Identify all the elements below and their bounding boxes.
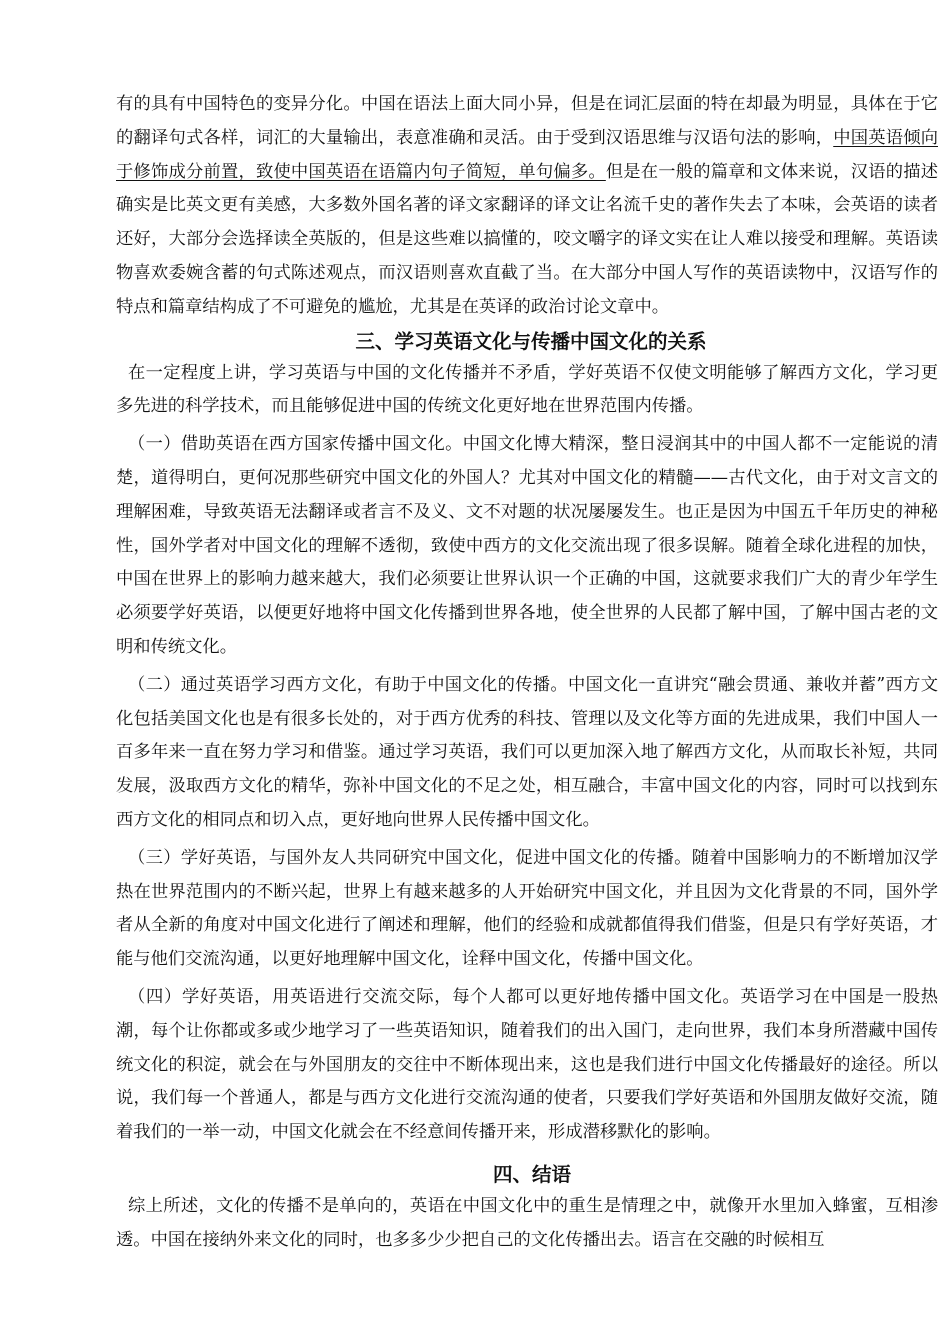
section-4-lead-paragraph: 综上所述，文化的传播不是单向的，英语在中国文化中的重生是情理之中，就像开水里加入蜂蜜，互相渗透。中国在接纳外来文化的同时，也多多少少把自己的文化传播出去。语言在交融的时候相互 (116, 1195, 938, 1250)
document-page (116, 88, 938, 1258)
intro-text-2: 但是在一般的篇章和文体来说，汉语的描述确实是比英文更有美感，大多数外国名著的译文家翻译的译文让名流千史的著作失去了本味，会英语的读者还好，大部分会选择读全英版的，但是这些难以搞懂的，咬文嚼字的译文实在让人难以接受和理解。英语读物喜欢委婉含蓄的句式陈述观点，而汉语则喜欢直截了当。在大部分中国人写作的英语读物中，汉语写作的特点和篇章结构成了不可避免的尴尬，尤其是在英译的政治讨论文章中。 (116, 161, 938, 317)
section-3-item-4: （四）学好英语，用英语进行交流交际，每个人都可以更好地传播中国文化。英语学习在中国是一股热潮，每个让你都或多或少地学习了一些英语知识，随着我们的出入国门，走向世界，我们本身所潜藏中国传统文化的积淀，就会在与外国朋友的交往中不断体现出来，这也是我们进行中国文化传播最好的途径。所以说，我们每一个普通人，都是与西方文化进行交流沟通的使者，只要我们学好英语和外国朋友做好交流，随着我们的一举一动，中国文化就会在不经意间传播开来，形成潜移默化的影响。 (116, 986, 938, 1143)
intro-text-1: 有的具有中国特色的变异分化。中国在语法上面大同小异，但是在词汇层面的特在却最为明显，具体在于它的翻译句式各样，词汇的大量输出，表意准确和灵活。由于受到汉语思维与汉语句法的影响， (116, 94, 938, 148)
section-3-item-2: （二）通过英语学习西方文化，有助于中国文化的传播。中国文化一直讲究“融会贯通、兼收并蓄”西方文化包括美国文化也是有很多长处的，对于西方优秀的科技、管理以及文化等方面的先进成果，我们中国人一百多年来一直在努力学习和借鉴。通过学习英语，我们可以更加深入地了解西方文化，从而取长补短，共同发展，汲取西方文化的精华，弥补中国文化的不足之处，相互融合，丰富中国文化的内容，同时可以找到东西方文化的相同点和切入点，更好地向世界人民传播中国文化。 (116, 674, 938, 830)
section-4-heading: 四、结语 (492, 1162, 571, 1186)
section-3-lead-paragraph: 在一定程度上讲，学习英语与中国的文化传播并不矛盾，学好英语不仅使文明能够了解西方文化，学习更多先进的科学技术，而且能够促进中国的传统文化更好地在世界范围内传播。 (116, 362, 938, 417)
intro-paragraph (116, 88, 938, 325)
section-3-heading: 三、学习英语文化与传播中国文化的关系 (355, 329, 707, 353)
section-3-item-1: （一）借助英语在西方国家传播中国文化。中国文化博大精深，整日浸润其中的中国人都不一定能说的清楚，道得明白，更何况那些研究中国文化的外国人？尤其对中国文化的精髓——古代文化，由于对文言文的理解困难，导致英语无法翻译或者言不及义、文不对题的状况屡屡发生。也正是因为中国五千年历史的神秘性，国外学者对中国文化的理解不透彻，致使中西方的文化交流出现了很多误解。随着全球化进程的加快，中国在世界上的影响力越来越大，我们必须要让世界认识一个正确的中国，这就要求我们广大的青少年学生必须要学好英语，以便更好地将中国文化传播到世界各地，使全世界的人民都了解中国，了解中国古老的文明和传统文化。 (116, 434, 938, 657)
section-3-item-3: （三）学好英语，与国外友人共同研究中国文化，促进中国文化的传播。随着中国影响力的不断增加汉学热在世界范围内的不断兴起，世界上有越来越多的人开始研究中国文化，并且因为文化背景的不同，国外学者从全新的角度对中国文化进行了阐述和理解，他们的经验和成就都值得我们借鉴，但是只有学好英语，才能与他们交流沟通，以更好地理解中国文化，诠释中国文化，传播中国文化。 (116, 847, 938, 970)
underlined-sentence: 中国英语倾向于修饰成分前置，致使中国英语在语篇内句子简短，单句偏多。 (116, 127, 938, 182)
